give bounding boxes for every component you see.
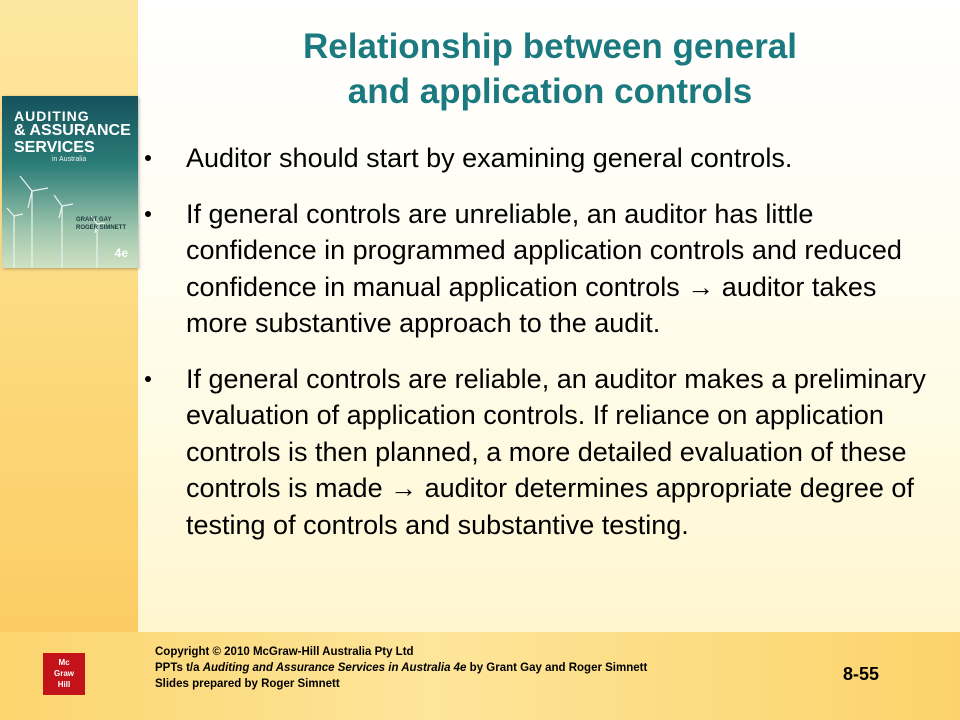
bullet-item	[145, 196, 935, 342]
slide-title	[150, 24, 950, 114]
book-title-line-3: SERVICES	[14, 139, 95, 156]
logo-line-3: Hill	[57, 680, 71, 689]
bullet-dot-icon	[145, 211, 151, 217]
book-author-1: GRANT GAY	[76, 217, 112, 223]
bullet-item	[145, 140, 935, 177]
mcgraw-hill-logo	[43, 653, 85, 695]
bullet-dot-icon	[145, 376, 151, 382]
ppts-suffix: by Grant Gay and Roger Simnett	[466, 662, 648, 674]
book-title-line-1: AUDITING	[14, 108, 90, 124]
bullet-text: If general controls are reliable, an auditor makes a preliminary evaluation of application controls. If reliance on application controls is then planned, a more detailed evaluation of these controls is made → auditor determines appropriate degree of testing of controls and substantive testing.	[186, 363, 926, 540]
prepared-by-line: Slides prepared by Roger Simnett	[155, 678, 340, 690]
book-authors	[76, 216, 126, 232]
ppts-line	[155, 660, 647, 676]
book-author-2: ROGER SIMNETT	[76, 225, 127, 231]
page-number: 8-55	[843, 664, 880, 684]
logo-line-2: Graw	[53, 669, 74, 678]
book-subtitle: in Australia	[52, 156, 87, 163]
copyright-notice	[155, 644, 647, 692]
bullet-text: If general controls are unreliable, an auditor has little confidence in programmed application controls and reduced confidence in manual application controls → auditor takes more substantive approach to the audit.	[186, 198, 902, 338]
ppts-prefix: PPTs t/a	[155, 662, 203, 674]
ppts-book-title: Auditing and Assurance Services in Australia 4e	[202, 662, 467, 674]
book-cover-image	[2, 96, 138, 268]
bullet-item	[145, 361, 935, 544]
logo-line-1: Mc	[58, 658, 70, 667]
title-line-1: Relationship between general	[303, 27, 797, 66]
title-line-2: and application controls	[347, 72, 753, 111]
bullet-dot-icon	[145, 155, 151, 161]
book-edition: 4e	[114, 246, 128, 260]
bullet-text: Auditor should start by examining general controls.	[186, 143, 793, 173]
book-title-line-2: & ASSURANCE	[14, 122, 131, 139]
copyright-line: Copyright © 2010 McGraw-Hill Australia Pty Ltd	[155, 646, 414, 658]
bullet-list	[145, 140, 935, 562]
